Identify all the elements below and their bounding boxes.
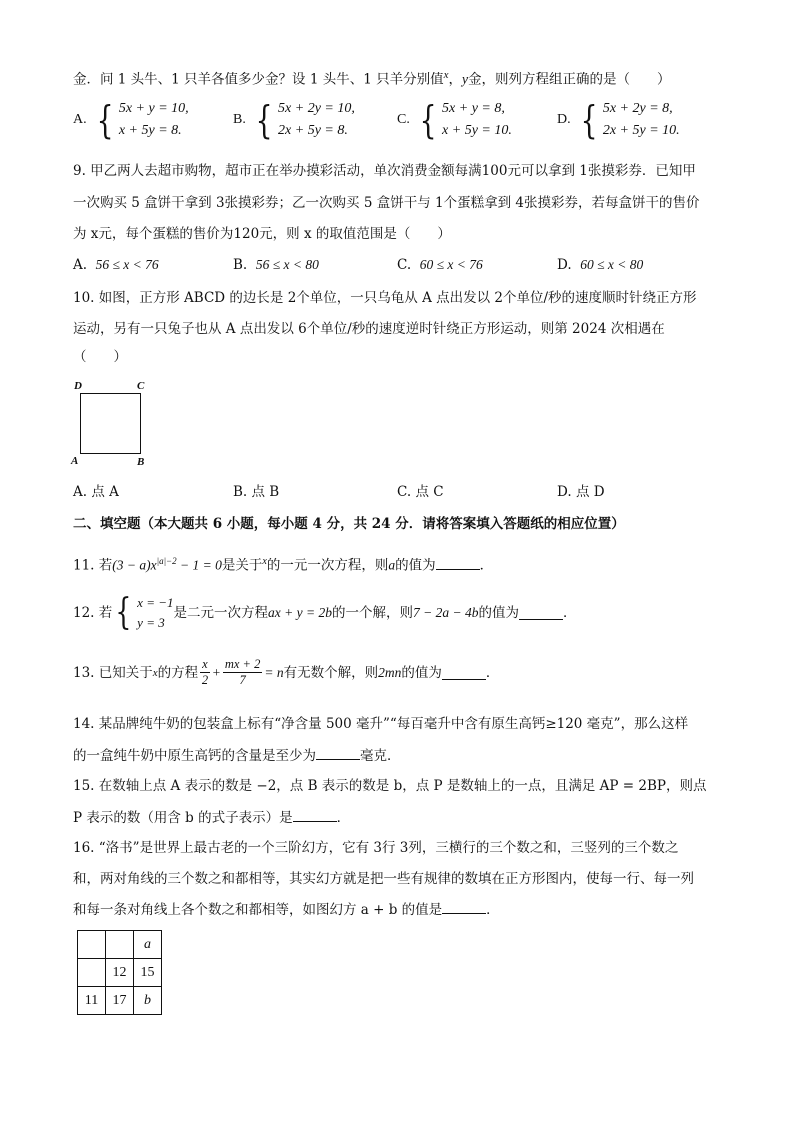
q10-line-3: （ ） (73, 349, 127, 365)
q8-option-d-eq1: 5x + 2y = 8, (602, 101, 673, 116)
q10-option-c-text: 点 C (415, 484, 444, 500)
q10-line-2: 运动，另有一只兔子也从 A 点出发以 6个单位/秒的速度逆时针绕正方形运动，则第 2024 次相遇在 (73, 321, 665, 337)
q8-option-a-eq1: 5x + y = 10, (118, 101, 189, 116)
q11-post: 的值为 (395, 557, 436, 574)
q8-option-a-eq2: x + 5y = 8. (118, 123, 182, 138)
q12-expr2: 7 − 2a − 4b (412, 605, 479, 620)
q14-line-2-post: 毫克． (360, 748, 401, 764)
magic-cell: a (134, 931, 162, 959)
q9-option-d[interactable] (557, 256, 643, 274)
q10-option-b-text: 点 B (251, 484, 280, 500)
q10-option-a-text: 点 A (91, 484, 119, 500)
q9-line-2: 一次购买 5 盒饼干拿到 3张摸彩券；乙一次购买 5 盒饼干与 1个蛋糕拿到 4张摸彩券，若每盒饼干的售价 (73, 195, 700, 211)
q8-option-c-eq2: x + 5y = 10. (442, 123, 512, 138)
q12-mid: 是二元一次方程 (173, 605, 268, 621)
magic-cell: 12 (106, 959, 134, 987)
q13-plus: + (211, 664, 221, 680)
q9-option-c-text: 60 ≤ x < 76 (419, 257, 483, 272)
q9-option-d-text: 60 ≤ x < 80 (580, 257, 644, 272)
q9-line-3: 为 x元，每个蛋糕的售价为120元，则 x 的取值范围是（ ） (73, 226, 451, 242)
q8-option-a-label: A. (73, 112, 87, 127)
q12-end: ． (562, 605, 577, 621)
q13-f1-num: x (202, 657, 208, 671)
q16-line-3-post: ． (486, 902, 500, 918)
q8-var-y: y (462, 71, 468, 87)
q15-line-1: 15. 在数轴上点 A 表示的数是 −2，点 B 表示的数是 b，点 P 是数轴上的一点，且满足 AP = 2BP，则点 (73, 778, 707, 794)
q11-answer-blank[interactable] (436, 556, 480, 570)
q12-answer-blank[interactable] (519, 606, 563, 620)
brace-icon: { (419, 98, 437, 142)
q9-option-c[interactable] (397, 256, 483, 274)
q13-fraction-2 (223, 657, 263, 688)
q15-line-2 (73, 808, 350, 827)
table-row (78, 931, 162, 959)
q8-option-c[interactable] (397, 98, 512, 142)
magic-cell: 17 (106, 987, 134, 1015)
q10-option-b-label: B. (233, 484, 248, 500)
q13-answer-blank[interactable] (442, 666, 486, 680)
table-row (78, 987, 162, 1015)
q13-end: ． (485, 664, 500, 681)
square-figure (80, 393, 141, 454)
q13-f2-num: mx + 2 (224, 657, 261, 671)
q8-option-c-label: C. (397, 112, 410, 127)
q13-var: x (152, 666, 158, 679)
q10-line-1: 10. 如图，正方形 ABCD 的边长是 2个单位，一只乌龟从 A 点出发以 2个单位/秒的速度顺时针绕正方形 (73, 290, 697, 306)
q10-option-d-label: D. (557, 484, 572, 500)
magic-cell (78, 931, 106, 959)
q8-var-x: x (443, 69, 449, 81)
q12 (73, 593, 576, 633)
q8-option-b-eq2: 2x + 5y = 8. (278, 123, 348, 138)
q10-option-a[interactable] (73, 483, 119, 501)
q13-fraction-1 (200, 657, 210, 688)
q8-option-b-label: B. (233, 112, 246, 127)
q9-line-1: 9. 甲乙两人去超市购物，超市正在举办摸彩活动，单次消费金额每满100元可以拿到 1张摸彩券．已知甲 (73, 163, 696, 179)
q13-f2-den: 7 (239, 673, 246, 687)
brace-icon: { (255, 98, 273, 142)
brace-icon: { (580, 98, 598, 142)
q12-mid2: 的一个解，则 (331, 605, 413, 621)
table-row (78, 959, 162, 987)
magic-cell (78, 959, 106, 987)
q9-option-c-label: C. (397, 257, 412, 273)
square-label-b: B (137, 456, 145, 468)
q15-line-2-post: ． (336, 810, 351, 826)
q10-option-b[interactable] (233, 483, 279, 501)
q9-option-a-text: 56 ≤ x < 76 (95, 257, 159, 272)
q9-option-a[interactable] (73, 256, 159, 274)
section-2-title: 二、填空题（本大题共 6 小题，每小题 4 分，共 24 分．请将答案填入答题纸的相应位置） (73, 516, 625, 532)
q9-option-b-text: 56 ≤ x < 80 (255, 257, 319, 272)
q8-sep: ， (448, 71, 462, 88)
q10-option-d-text: 点 D (575, 484, 605, 500)
q14-line-2-pre: 的一盒纯牛奶中原生高钙的含量是至少为 (73, 748, 316, 764)
q11-end: ． (479, 557, 494, 574)
brace-icon: { (115, 592, 132, 633)
q11 (73, 552, 493, 575)
q9-option-a-label: A. (73, 257, 88, 273)
q16-answer-blank[interactable] (442, 900, 486, 914)
q8-stem (73, 66, 671, 89)
q11-expr2: − 1 = 0 (176, 557, 222, 573)
q8-option-b[interactable] (233, 98, 355, 142)
q8-option-d-label: D. (557, 112, 571, 127)
q8-option-c-eq1: 5x + y = 8, (442, 101, 505, 116)
q10-option-a-label: A. (73, 484, 88, 500)
q15-answer-blank[interactable] (293, 808, 337, 822)
q9-option-b-label: B. (233, 257, 248, 273)
q10-option-c[interactable] (397, 483, 444, 501)
q13-expr: 2mn (378, 664, 402, 680)
q14-line-2 (73, 746, 401, 765)
q14-line-1: 14. 某品牌纯牛奶的包装盒上标有“净含量 500 毫升”“每百毫升中含有原生高钙≥120 毫克”，那么这样 (73, 716, 689, 732)
q13-f1-den: 2 (201, 673, 209, 687)
q14-answer-blank[interactable] (316, 746, 360, 760)
q12-post: 的值为 (478, 605, 519, 621)
magic-cell (106, 931, 134, 959)
q16-line-2: 和，两对角线的三个数之和都相等，其实幻方就是把一些有规律的数填在正方形图内，使每一行、每一列 (73, 871, 694, 887)
magic-square-table (77, 930, 162, 1015)
q16-line-1: 16. “洛书”是世界上最古老的一个三阶幻方，它有 3行 3列，三横行的三个数之和，三竖列的三个数之 (73, 840, 679, 856)
q12-eq1: x = −1 (137, 595, 174, 610)
square-label-c: C (137, 380, 145, 392)
magic-cell: 15 (134, 959, 162, 987)
q8-option-a[interactable] (73, 98, 189, 142)
q13-post: 的值为 (401, 664, 442, 681)
q8-stem-text: 金．问 1 头牛、1 只羊各值多少金？设 1 头牛、1 只羊分别值 (73, 71, 444, 88)
q9-option-d-label: D. (557, 257, 572, 273)
q13-mid2: 有无数个解，则 (283, 664, 379, 681)
q13-pre: 13. 已知关于 (73, 664, 153, 681)
q8-option-d-eq2: 2x + 5y = 10. (602, 123, 680, 138)
q13 (73, 657, 499, 688)
q11-pre: 11. 若 (73, 557, 113, 574)
square-label-d: D (74, 380, 82, 392)
q8-tail-text: 金，则列方程组正确的是（ ） (468, 71, 671, 88)
q16-line-3 (73, 900, 500, 919)
q11-mid2: 的一元一次方程，则 (266, 557, 389, 574)
q11-expr: (3 − a)x (112, 557, 157, 573)
brace-icon: { (96, 98, 114, 142)
magic-cell: b (134, 987, 162, 1015)
q12-expr: ax + y = 2b (268, 605, 332, 620)
q8-option-b-eq1: 5x + 2y = 10, (278, 101, 355, 116)
q12-eq2: y = 3 (137, 615, 165, 630)
q8-option-d[interactable] (557, 98, 680, 142)
q9-option-b[interactable] (233, 256, 319, 274)
q11-var: x (262, 556, 267, 567)
q10-option-c-label: C. (397, 484, 412, 500)
q15-line-2-pre: P 表示的数（用含 b 的式子表示）是 (73, 810, 293, 826)
q13-mid: 的方程 (157, 664, 199, 681)
q12-pre: 12. 若 (73, 605, 113, 621)
q11-sup: |a|−2 (156, 556, 177, 566)
square-label-a: A (71, 455, 79, 467)
q10-option-d[interactable] (557, 483, 605, 501)
q13-eq: = n (264, 664, 284, 680)
q11-mid: 是关于 (221, 557, 263, 574)
q16-line-3-pre: 和每一条对角线上各个数之和都相等，如图幻方 a + b 的值是 (73, 902, 443, 918)
q11-var2: a (388, 557, 396, 573)
magic-cell: 11 (78, 987, 106, 1015)
